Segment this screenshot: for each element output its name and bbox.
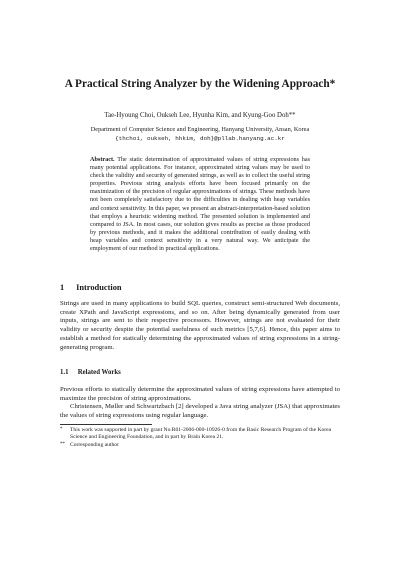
footnote-divider bbox=[60, 424, 152, 425]
footnote-mark: ** bbox=[60, 441, 65, 447]
paper-authors: Tae-Hyoung Choi, Oukseh Lee, Hyunha Kim, and Kyung-Goo Doh** bbox=[104, 112, 296, 119]
section-heading-introduction bbox=[60, 283, 122, 292]
footnote-mark: * bbox=[60, 427, 63, 432]
subsection-title: Related Works bbox=[77, 369, 121, 376]
footnote-text: Corresponding author bbox=[70, 441, 119, 448]
footnote-text: This work was supported in part by grant No.R01-2006-000-10926-0 from the Basic Research Program of the Korea Science and Engineering Foundation, and in part by Brain Korea 21. bbox=[70, 427, 332, 441]
subsection-heading-related-works bbox=[60, 369, 121, 376]
author-emails: {thchoi, oukseh, hhkim, doh}@pllab.hanyang.ac.kr bbox=[115, 134, 285, 142]
abstract-text: The static determination of approximated values of string expressions has many potential applications. For instance, approximated string values may be used to check the validity and security of generated strings, as well as to collect the useful string properties. Previous string analysis efforts have been focused primarily on the maximization of the precision of regular approximations of strings. These methods have not been completely satisfactory due to the difficulties in dealing with heap variables and context sensitivity. In this paper, we present an abstract-interpretation-based solution that employs a heuristic widening method. The presented solution is implemented and compared to JSA. In most cases, our solution gives results as precise as those produced by previous methods, and it makes the additional contribution of easily dealing with heap variables and context sensitivity in a very natural way. We anticipate the employment of our method in practical applications. bbox=[90, 156, 311, 253]
affiliation: Department of Computer Science and Engineering, Hanyang University, Ansan, Korea bbox=[90, 126, 310, 133]
section-number: 1 bbox=[60, 283, 65, 292]
footnote-funding bbox=[60, 427, 340, 442]
paper-title: A Practical String Analyzer by the Widening Approach* bbox=[64, 78, 336, 90]
affiliation-block bbox=[40, 126, 360, 143]
related-paragraph-1: Previous efforts to statically determine the approximated values of string expressions have attempted to maximize the precision of string approximations. bbox=[60, 386, 340, 402]
abstract bbox=[90, 156, 310, 253]
section-title: Introduction bbox=[76, 283, 122, 292]
footnotes bbox=[60, 427, 340, 449]
related-paragraph-2: Christensen, Møller and Schwartzbach [2] developed a Java string analyzer (JSA) that approximates the values of string expressions using regular language. bbox=[60, 403, 340, 419]
abstract-label: Abstract. bbox=[90, 156, 115, 163]
footnote-corresponding bbox=[60, 442, 340, 449]
intro-paragraph: Strings are used in many applications to build SQL queries, construct semi-structured Web documents, create XPath and JavaScript expressions, and so on. After being dynamically generated from user inputs, strings are sent to their respective processors. However, strings are not evaluated for their validity or security despite the potential usefulness of such metrics [5,7,6]. Hence, this paper aims to establish a method for statically determining the approximated values of string expressions in a string-generating program. bbox=[60, 300, 340, 351]
subsection-number: 1.1 bbox=[60, 369, 69, 376]
